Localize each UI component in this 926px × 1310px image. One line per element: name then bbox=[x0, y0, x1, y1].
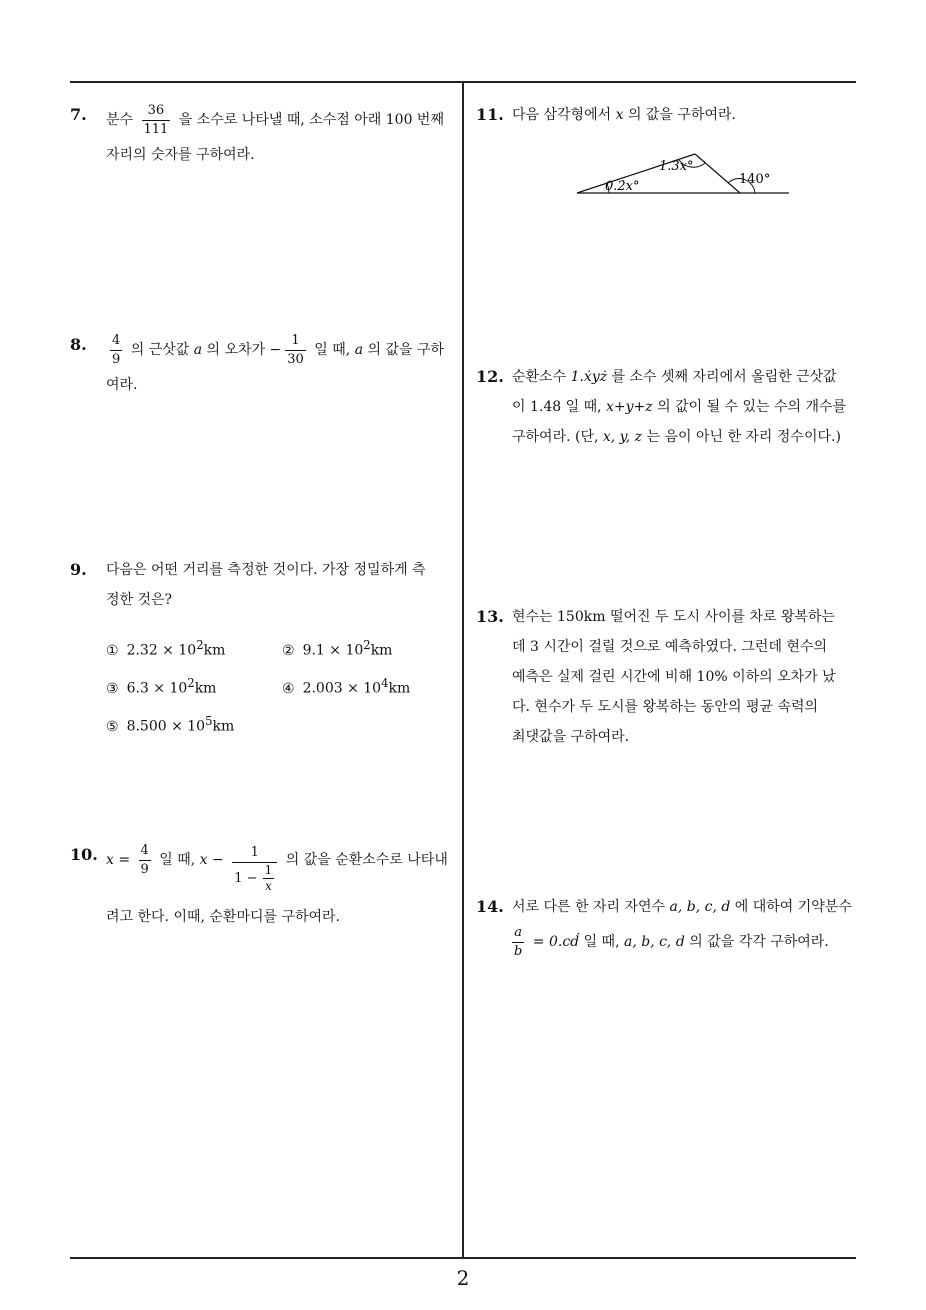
math-expression: a, b, c, d bbox=[623, 934, 685, 950]
problem-text: 의 값을 구하여라. bbox=[627, 107, 736, 123]
angle-label-ext: 140° bbox=[739, 172, 771, 187]
math-expression: x+y+z bbox=[606, 399, 653, 415]
problem-text: 정한 것은? bbox=[106, 592, 173, 608]
answer-choices bbox=[106, 629, 460, 743]
problem-14 bbox=[476, 892, 861, 962]
choice-2[interactable]: ② $9.1 \times 10^2km$ bbox=[282, 638, 393, 659]
fraction: $\frac{a}{b}$ bbox=[514, 924, 523, 959]
problem-number: 8. bbox=[70, 335, 87, 354]
problem-number: 11. bbox=[476, 105, 504, 124]
complex-fraction: 1 1 − $\frac{1}{x}$ bbox=[232, 844, 277, 894]
problem-8 bbox=[70, 330, 460, 400]
fraction: $\frac{36}{111}$ bbox=[143, 102, 169, 137]
choice-3[interactable]: ③ $6.3 \times 10^2km$ bbox=[106, 676, 217, 697]
problem-text: 려고 한다. 이때, 순환마디를 구하여라. bbox=[106, 909, 341, 925]
problem-text: 의 값이 될 수 있는 수의 개수를 bbox=[657, 399, 847, 415]
problem-text: 이 1.48 일 때, bbox=[512, 399, 602, 415]
problem-text: 을 소수로 나타낼 때, 소수점 아래 100 번째 bbox=[178, 112, 444, 128]
problem-11 bbox=[476, 100, 861, 130]
problem-number: 10. bbox=[70, 845, 98, 864]
problem-number: 14. bbox=[476, 897, 504, 916]
problem-text: 일 때, bbox=[159, 852, 196, 868]
problem-text: 에 대하여 기약분수 bbox=[734, 899, 852, 915]
problem-12 bbox=[476, 362, 861, 452]
choice-5[interactable]: ⑤ $8.500 \times 10^5km$ bbox=[106, 714, 235, 735]
problem-text: 순환소수 bbox=[512, 369, 567, 385]
problem-text: 다음은 어떤 거리를 측정한 것이다. 가장 정밀하게 측 bbox=[106, 562, 426, 578]
math-var: a bbox=[193, 342, 203, 358]
nested-fraction: $\frac{1}{x}$ bbox=[264, 863, 273, 893]
math-expression: 1.ẋyż bbox=[570, 369, 608, 385]
fraction: $\frac{4}{9}$ bbox=[140, 842, 149, 877]
math-expression: x − bbox=[199, 852, 224, 868]
problem-text: 의 값을 구하 bbox=[367, 342, 445, 358]
angle-label-b: 1.3̇x° bbox=[659, 159, 694, 174]
problem-text: 최댓값을 구하여라. bbox=[512, 729, 630, 745]
triangle-side-right bbox=[695, 154, 740, 193]
problem-text: 예측은 실제 걸린 시간에 비해 10% 이하의 오차가 났 bbox=[512, 669, 836, 685]
triangle-figure bbox=[575, 150, 795, 200]
problem-text: 일 때, bbox=[314, 342, 351, 358]
problem-9 bbox=[70, 555, 460, 743]
problem-text: 자리의 숫자를 구하여라. bbox=[106, 147, 255, 163]
problem-text: 데 3 시간이 걸릴 것으로 예측하였다. 그런데 현수의 bbox=[512, 639, 827, 655]
math-expression: x, y, z bbox=[602, 429, 643, 445]
problem-number: 13. bbox=[476, 607, 504, 626]
math-expression: = 0.cḋ bbox=[532, 934, 580, 950]
problem-text: 의 근삿값 bbox=[130, 342, 190, 358]
problem-text: 분수 bbox=[106, 112, 134, 128]
problem-text: 서로 다른 한 자리 자연수 bbox=[512, 899, 666, 915]
problem-text: 다음 삼각형에서 bbox=[512, 107, 612, 123]
problem-text: 구하여라. (단, bbox=[512, 429, 599, 445]
bottom-rule bbox=[70, 1257, 856, 1259]
math-var: a bbox=[354, 342, 364, 358]
problem-text: 다. 현수가 두 도시를 왕복하는 동안의 평균 속력의 bbox=[512, 699, 819, 715]
column-divider bbox=[462, 82, 464, 1258]
choice-4[interactable]: ④ $2.003 \times 10^4km$ bbox=[282, 676, 411, 697]
problem-number: 7. bbox=[70, 105, 87, 124]
problem-text: 의 값을 각각 구하여라. bbox=[689, 934, 829, 950]
math-var: x bbox=[615, 107, 624, 123]
problem-7 bbox=[70, 100, 460, 170]
page-number: 2 bbox=[456, 1266, 470, 1290]
problem-text: 여라. bbox=[106, 377, 138, 393]
problem-13 bbox=[476, 602, 861, 752]
problem-text: 의 값을 순환소수로 나타내 bbox=[285, 852, 448, 868]
math-expression: a, b, c, d bbox=[669, 899, 731, 915]
problem-text: 일 때, bbox=[583, 934, 620, 950]
fraction: $\frac{4}{9}$ bbox=[112, 332, 121, 367]
problem-text: 의 오차가 − bbox=[206, 342, 282, 358]
math-expression: x = bbox=[106, 852, 131, 868]
angle-label-a: 0.2̇x° bbox=[605, 179, 640, 194]
problem-text: 를 소수 셋째 자리에서 올림한 근삿값 bbox=[611, 369, 837, 385]
problem-text: 현수는 150km 떨어진 두 도시 사이를 차로 왕복하는 bbox=[512, 609, 836, 625]
problem-10 bbox=[70, 840, 460, 932]
problem-text: 는 음이 아닌 한 자리 정수이다.) bbox=[646, 429, 841, 445]
choice-1[interactable]: ① $2.32 \times 10^2km$ bbox=[106, 638, 226, 659]
problem-number: 9. bbox=[70, 560, 87, 579]
fraction: $\frac{1}{30}$ bbox=[287, 332, 304, 367]
problem-number: 12. bbox=[476, 367, 504, 386]
